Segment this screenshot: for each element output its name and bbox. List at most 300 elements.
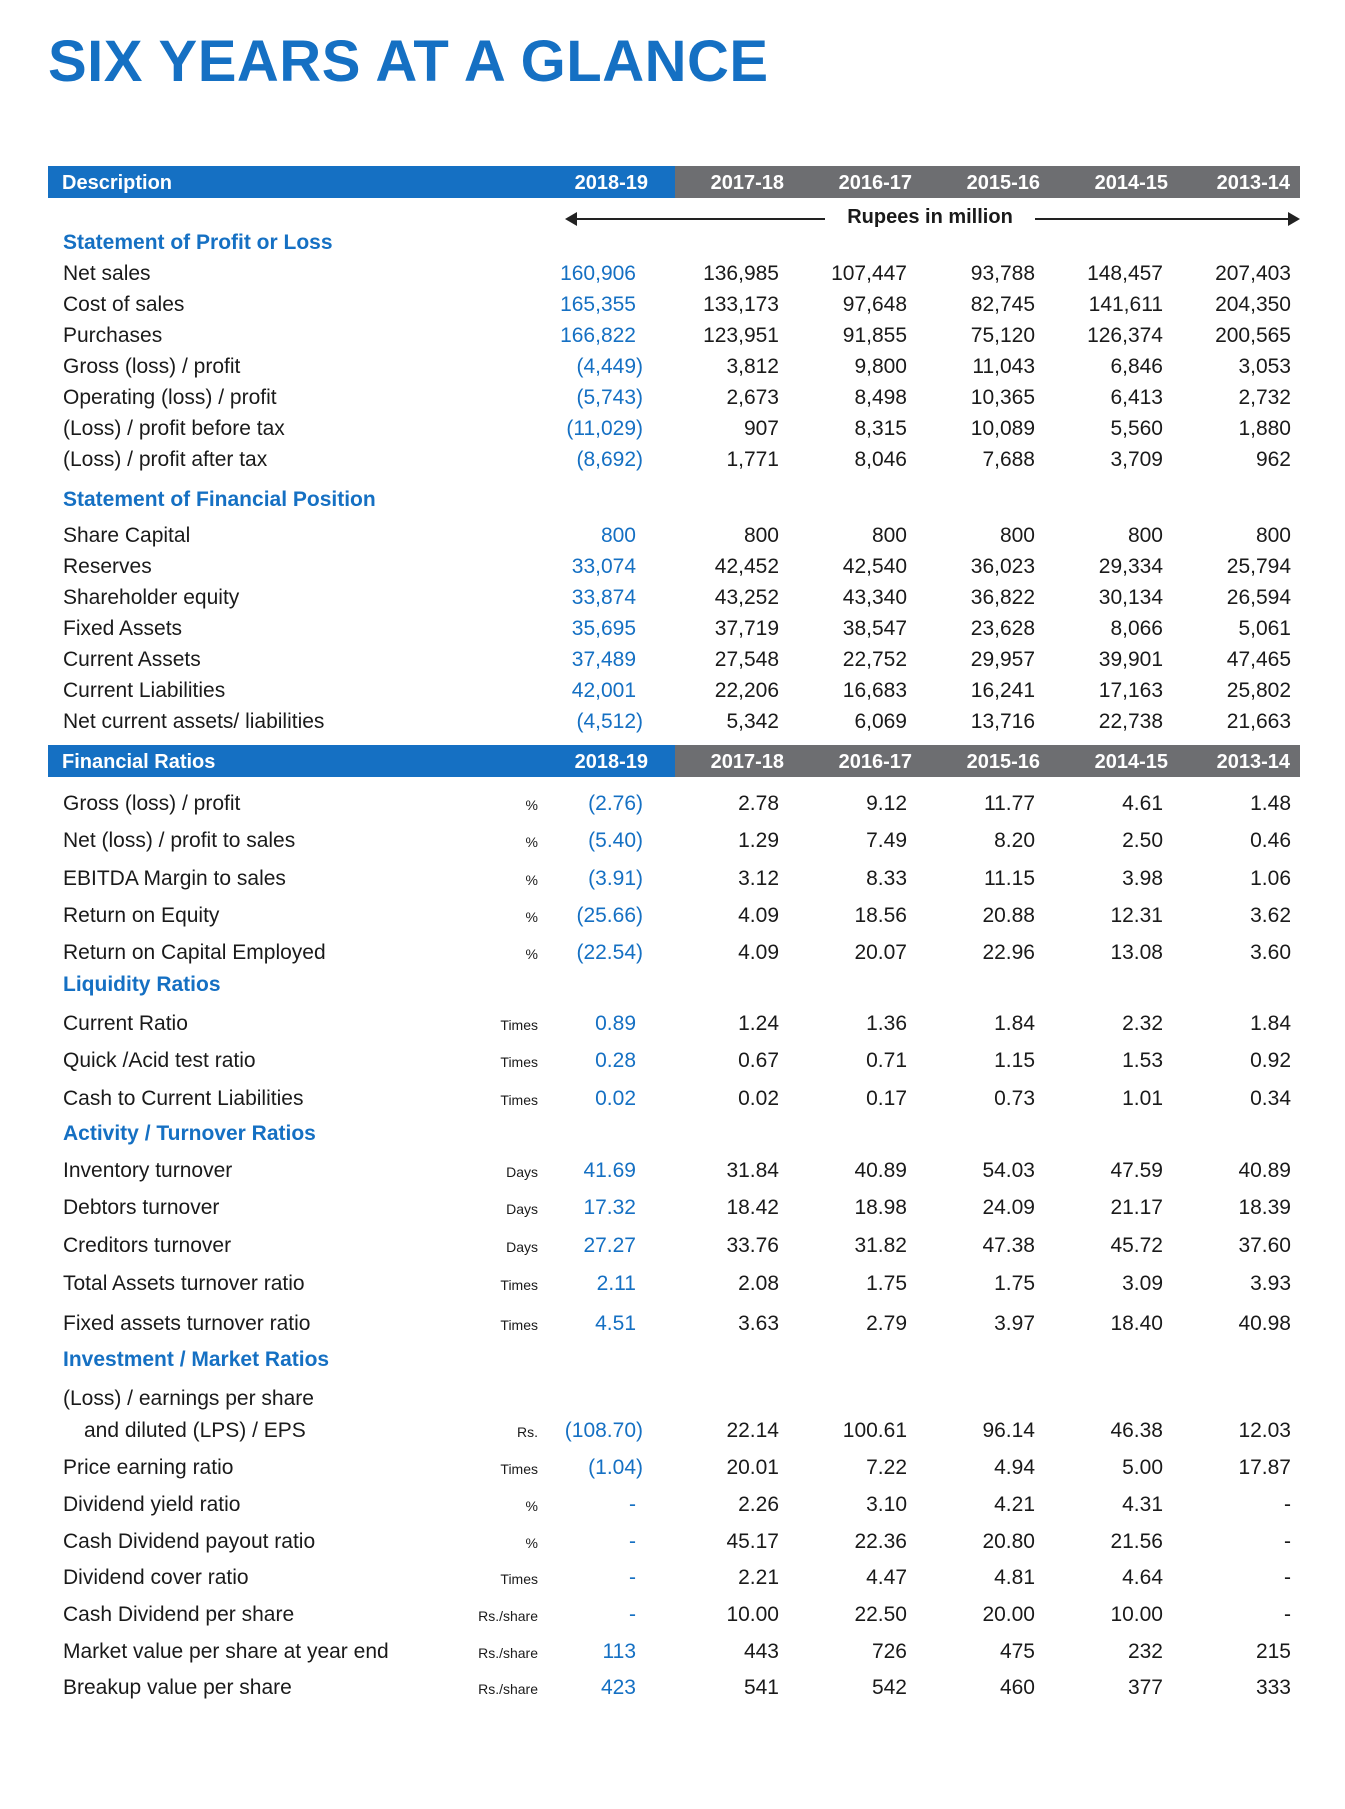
cell-value: 22.96 [982,941,1035,964]
cell-value: 133,173 [703,293,779,316]
row-unit: Days [506,1239,538,1255]
cell-value: (108.70) [564,1419,643,1442]
cell-value: 123,951 [703,324,779,347]
cell-value: 30,134 [1098,586,1163,609]
cell-value: 0.17 [866,1087,907,1110]
cell-value: (1.04) [588,1456,643,1479]
cell-value: 800 [871,524,907,547]
cell-value: (4,449) [576,355,643,378]
cell-value: 42,540 [842,555,907,578]
row-label: Net current assets/ liabilities [63,710,325,733]
cell-value: (2.76) [588,792,643,815]
cell-value: 82,745 [970,293,1035,316]
cell-value: 1,771 [726,448,779,471]
row-unit: % [525,872,538,888]
cell-value: 4.94 [994,1456,1035,1479]
table-row [0,582,1345,614]
row-unit: Times [500,1317,538,1333]
row-unit: Times [500,1092,538,1108]
cell-value: - [629,1603,636,1626]
row-unit: Rs./share [478,1645,538,1661]
cell-value: 207,403 [1215,262,1291,285]
cell-value: 11.77 [984,792,1035,815]
cell-value: 45.17 [726,1530,779,1553]
cell-value: 21.56 [1110,1530,1163,1553]
cell-value: 37,489 [571,648,636,671]
row-label: Cash Dividend payout ratio [63,1530,316,1553]
cell-value: 2.08 [738,1272,779,1295]
table-row [0,1383,1345,1415]
cell-value: 2.32 [1122,1012,1163,1035]
cell-value: 0.71 [866,1049,907,1072]
cell-value: 29,334 [1098,555,1163,578]
cell-value: 17.87 [1238,1456,1291,1479]
cell-value: 0.34 [1250,1087,1291,1110]
cell-value: 9,800 [854,355,907,378]
cell-value: 2.21 [738,1566,779,1589]
cell-value: 3,709 [1110,448,1163,471]
cell-value: 800 [1127,524,1163,547]
cell-value: 2.11 [596,1272,636,1295]
cell-value: 0.67 [738,1049,779,1072]
cell-value: 126,374 [1087,324,1163,347]
cell-value: 8,046 [854,448,907,471]
cell-value: 141,611 [1088,293,1163,316]
table-row [0,1045,1345,1077]
row-label: Reserves [63,555,152,578]
cell-value: - [1284,1566,1291,1589]
arrow-line [575,218,835,220]
table-row [0,863,1345,895]
cell-value: 18.40 [1110,1312,1163,1335]
cell-value: - [629,1493,636,1516]
cell-value: 2.79 [866,1312,907,1335]
cell-value: 0.46 [1250,829,1291,852]
row-unit: % [525,797,538,813]
section-heading: Liquidity Ratios [63,973,221,996]
year-header: 2018-19 [574,751,648,773]
cell-value: 5,061 [1238,617,1291,640]
year-header: 2015-16 [966,172,1040,194]
cell-value: 17,163 [1098,679,1163,702]
cell-value: 4.31 [1122,1493,1163,1516]
cell-value: 16,241 [970,679,1035,702]
row-label: Total Assets turnover ratio [63,1272,305,1295]
cell-value: 41.69 [583,1159,636,1182]
cell-value: 31.84 [726,1159,779,1182]
cell-value: 10.00 [1110,1603,1163,1626]
cell-value: 2.78 [738,792,779,815]
row-label: (Loss) / profit before tax [63,417,285,440]
cell-value: 232 [1127,1640,1163,1663]
row-label: Purchases [63,324,163,347]
cell-value: 75,120 [970,324,1035,347]
cell-value: 5,342 [726,710,779,733]
cell-value: 0.02 [595,1087,636,1110]
table-row [0,1268,1345,1300]
cell-value: 1.29 [738,829,779,852]
row-label: Current Ratio [63,1012,188,1035]
cell-value: (4,512) [576,710,643,733]
cell-value: 18.42 [726,1196,779,1219]
section-heading: Statement of Financial Position [63,488,376,511]
cell-value: 96.14 [982,1419,1035,1442]
cell-value: 7.49 [866,829,907,852]
cell-value: 907 [743,417,779,440]
cell-value: 160,906 [560,262,636,285]
cell-value: 26,594 [1226,586,1291,609]
row-unit: % [525,1535,538,1551]
row-label: Creditors turnover [63,1234,232,1257]
cell-value: 18.98 [854,1196,907,1219]
year-header: 2017-18 [710,751,784,773]
cell-value: 1.84 [1250,1012,1291,1035]
table-row [0,1155,1345,1187]
cell-value: 0.89 [595,1012,636,1035]
cell-value: 6,413 [1110,386,1163,409]
row-label: Gross (loss) / profit [63,355,241,378]
cell-value: 22,206 [714,679,779,702]
cell-value: 54.03 [982,1159,1035,1182]
row-label: Current Liabilities [63,679,226,702]
cell-value: 18.39 [1238,1196,1291,1219]
cell-value: 2.50 [1122,829,1163,852]
cell-value: - [629,1530,636,1553]
row-unit: % [525,909,538,925]
cell-value: 18.56 [854,904,907,927]
cell-value: 39,901 [1098,648,1163,671]
cell-value: 3.98 [1122,867,1163,890]
arrow-right-icon [1288,212,1300,226]
cell-value: 1.53 [1122,1049,1163,1072]
row-unit: Days [506,1164,538,1180]
year-header: 2018-19 [574,172,648,194]
cell-value: 2.26 [738,1493,779,1516]
cell-value: (11,029) [566,417,643,440]
cell-value: 726 [871,1640,907,1663]
table-row [0,258,1345,290]
year-header: 2013-14 [1216,172,1290,194]
cell-value: 800 [999,524,1035,547]
row-label: Shareholder equity [63,586,240,609]
year-header: 2013-14 [1216,751,1290,773]
row-label: Cash Dividend per share [63,1603,295,1626]
cell-value: 10,365 [970,386,1035,409]
row-label: Price earning ratio [63,1456,234,1479]
cell-value: 9.12 [866,792,907,815]
units-note: Rupees in million [825,206,1035,229]
cell-value: 3,812 [726,355,779,378]
cell-value: 25,794 [1226,555,1291,578]
row-label: Breakup value per share [63,1676,292,1699]
table-row [0,1489,1345,1521]
row-unit: Rs./share [478,1681,538,1697]
cell-value: 1.75 [994,1272,1035,1295]
table-row [0,1308,1345,1340]
cell-value: 22,752 [842,648,907,671]
cell-value: 21,663 [1226,710,1291,733]
cell-value: (22.54) [576,941,643,964]
row-label: Net sales [63,262,151,285]
cell-value: 20.00 [982,1603,1035,1626]
cell-value: 166,822 [560,324,636,347]
cell-value: 91,855 [842,324,907,347]
cell-value: 40.89 [1238,1159,1291,1182]
cell-value: 4.21 [994,1493,1035,1516]
cell-value: (25.66) [576,904,643,927]
cell-value: 100.61 [842,1419,907,1442]
row-label: Debtors turnover [63,1196,220,1219]
table-row [0,706,1345,738]
table-row [0,788,1345,820]
table-row [0,1192,1345,1224]
cell-value: 36,023 [970,555,1035,578]
table-row [0,1599,1345,1631]
cell-value: 47.38 [982,1234,1035,1257]
cell-value: 33,874 [571,586,636,609]
cell-value: (5.40) [588,829,643,852]
cell-value: 204,350 [1215,293,1291,316]
row-unit: Times [500,1277,538,1293]
cell-value: 0.28 [595,1049,636,1072]
cell-value: (8,692) [576,448,643,471]
table-row [0,413,1345,445]
cell-value: 20.07 [854,941,907,964]
cell-value: 542 [871,1676,907,1699]
table-row [0,1008,1345,1040]
cell-value: 43,252 [714,586,779,609]
cell-value: 22.50 [854,1603,907,1626]
cell-value: 47.59 [1110,1159,1163,1182]
row-unit: Times [500,1017,538,1033]
cell-value: 1.75 [866,1272,907,1295]
table-row [0,937,1345,969]
row-label: Inventory turnover [63,1159,233,1182]
section-heading: Activity / Turnover Ratios [63,1122,316,1145]
cell-value: 1.24 [738,1012,779,1035]
cell-value: 800 [600,524,636,547]
cell-value: 24.09 [982,1196,1035,1219]
row-label: Dividend yield ratio [63,1493,241,1516]
cell-value: 113 [602,1640,636,1663]
cell-value: 93,788 [970,262,1035,285]
section-heading: Investment / Market Ratios [63,1348,330,1371]
row-label: Gross (loss) / profit [63,792,241,815]
cell-value: 3.93 [1250,1272,1291,1295]
units-indicator [565,205,1300,231]
cell-value: 35,695 [571,617,636,640]
cell-value: 6,846 [1110,355,1163,378]
cell-value: 16,683 [842,679,907,702]
table-row [0,644,1345,676]
table-row [0,289,1345,321]
cell-value: 1.48 [1250,792,1291,815]
cell-value: 0.73 [994,1087,1035,1110]
row-unit: Times [500,1054,538,1070]
table-row [0,320,1345,352]
row-unit: Times [500,1461,538,1477]
table-row [0,551,1345,583]
cell-value: - [1284,1603,1291,1626]
cell-value: 42,001 [571,679,636,702]
row-label: Operating (loss) / profit [63,386,277,409]
table-row [0,520,1345,552]
row-unit: Days [506,1201,538,1217]
cell-value: 423 [600,1676,636,1699]
cell-value: 29,957 [970,648,1035,671]
table-row [0,613,1345,645]
cell-value: 333 [1255,1676,1291,1699]
cell-value: 2,732 [1238,386,1291,409]
row-label: Cost of sales [63,293,185,316]
table-row [0,444,1345,476]
cell-value: 33,074 [571,555,636,578]
cell-value: 4.47 [866,1566,907,1589]
cell-value: 4.81 [994,1566,1035,1589]
cell-value: 8.33 [866,867,907,890]
cell-value: 1.36 [866,1012,907,1035]
cell-value: 11,043 [972,355,1035,378]
row-label: Current Assets [63,648,201,671]
cell-value: 47,465 [1226,648,1291,671]
cell-value: 3.10 [866,1493,907,1516]
cell-value: 40.98 [1238,1312,1291,1335]
cell-value: 8,498 [854,386,907,409]
row-label: (Loss) / profit after tax [63,448,268,471]
table-row [0,1083,1345,1115]
cell-value: 2,673 [726,386,779,409]
year-header: 2014-15 [1094,751,1168,773]
cell-value: 4.64 [1122,1566,1163,1589]
cell-value: 1.15 [994,1049,1035,1072]
cell-value: 17.32 [583,1196,636,1219]
row-label: EBITDA Margin to sales [63,867,286,890]
table-row [0,1230,1345,1262]
cell-value: 4.61 [1122,792,1163,815]
cell-value: 148,457 [1087,262,1163,285]
cell-value: 46.38 [1110,1419,1163,1442]
table-row [0,675,1345,707]
cell-value: 3.63 [738,1312,779,1335]
cell-value: 0.02 [738,1087,779,1110]
table-row [0,1636,1345,1668]
cell-value: 475 [999,1640,1035,1663]
cell-value: 443 [743,1640,779,1663]
cell-value: 20.80 [982,1530,1035,1553]
cell-value: 20.88 [982,904,1035,927]
cell-value: 215 [1255,1640,1291,1663]
table-row [0,900,1345,932]
row-label: Share Capital [63,524,191,547]
cell-value: 12.31 [1110,904,1163,927]
cell-value: 3.60 [1250,941,1291,964]
table-row [0,1452,1345,1484]
ratios-header [48,745,1300,777]
cell-value: 12.03 [1238,1419,1291,1442]
year-header: 2014-15 [1094,172,1168,194]
cell-value: 5.00 [1122,1456,1163,1479]
row-label: Return on Capital Employed [63,941,326,964]
cell-value: 7.22 [866,1456,907,1479]
cell-value: 377 [1127,1676,1163,1699]
cell-value: 1.01 [1122,1087,1163,1110]
row-label: Fixed assets turnover ratio [63,1312,311,1335]
cell-value: 541 [743,1676,779,1699]
cell-value: 40.89 [854,1159,907,1182]
cell-value: 1,880 [1238,417,1291,440]
row-label: and diluted (LPS) / EPS [84,1419,306,1442]
year-header: 2016-17 [838,172,912,194]
cell-value: 4.09 [738,904,779,927]
cell-value: 43,340 [842,586,907,609]
row-unit: % [525,1498,538,1514]
row-label: Dividend cover ratio [63,1566,249,1589]
cell-value: 31.82 [854,1234,907,1257]
cell-value: 0.92 [1250,1049,1291,1072]
cell-value: 97,648 [842,293,907,316]
table-row [0,1672,1345,1704]
table-header [48,166,1300,198]
year-header: 2017-18 [710,172,784,194]
cell-value: 22.36 [854,1530,907,1553]
cell-value: 165,355 [560,293,636,316]
row-unit: % [525,834,538,850]
cell-value: 1.84 [994,1012,1035,1035]
cell-value: 3,053 [1238,355,1291,378]
cell-value: 3.62 [1250,904,1291,927]
cell-value: 4.51 [595,1312,636,1335]
cell-value: 33.76 [726,1234,779,1257]
cell-value: 22.14 [726,1419,779,1442]
cell-value: 3.12 [738,867,779,890]
cell-value: 38,547 [842,617,907,640]
cell-value: 25,802 [1226,679,1291,702]
row-label: Net (loss) / profit to sales [63,829,296,852]
table-row [0,1526,1345,1558]
section-heading: Statement of Profit or Loss [63,231,333,254]
table-row [0,382,1345,414]
row-label: (Loss) / earnings per share [63,1387,314,1410]
cell-value: 42,452 [714,555,779,578]
description-header: Description [62,172,173,194]
cell-value: 13,716 [970,710,1035,733]
row-label: Quick /Acid test ratio [63,1049,256,1072]
cell-value: 460 [999,1676,1035,1699]
cell-value: 136,985 [703,262,779,285]
cell-value: 37.60 [1238,1234,1291,1257]
cell-value: 23,628 [970,617,1035,640]
cell-value: (3.91) [588,867,643,890]
row-label: Fixed Assets [63,617,183,640]
row-label: Return on Equity [63,904,220,927]
table-row [0,1415,1345,1447]
ratios-header-label: Financial Ratios [62,751,216,773]
cell-value: 27,548 [714,648,779,671]
cell-value: - [629,1566,636,1589]
cell-value: 8.20 [994,829,1035,852]
cell-value: 27.27 [583,1234,636,1257]
cell-value: 36,822 [970,586,1035,609]
cell-value: 10.00 [726,1603,779,1626]
cell-value: 800 [743,524,779,547]
cell-value: 37,719 [714,617,779,640]
cell-value: 3.09 [1122,1272,1163,1295]
cell-value: 8,315 [854,417,907,440]
cell-value: 10,089 [970,417,1035,440]
cell-value: (5,743) [576,386,643,409]
table-row [0,825,1345,857]
row-unit: % [525,946,538,962]
